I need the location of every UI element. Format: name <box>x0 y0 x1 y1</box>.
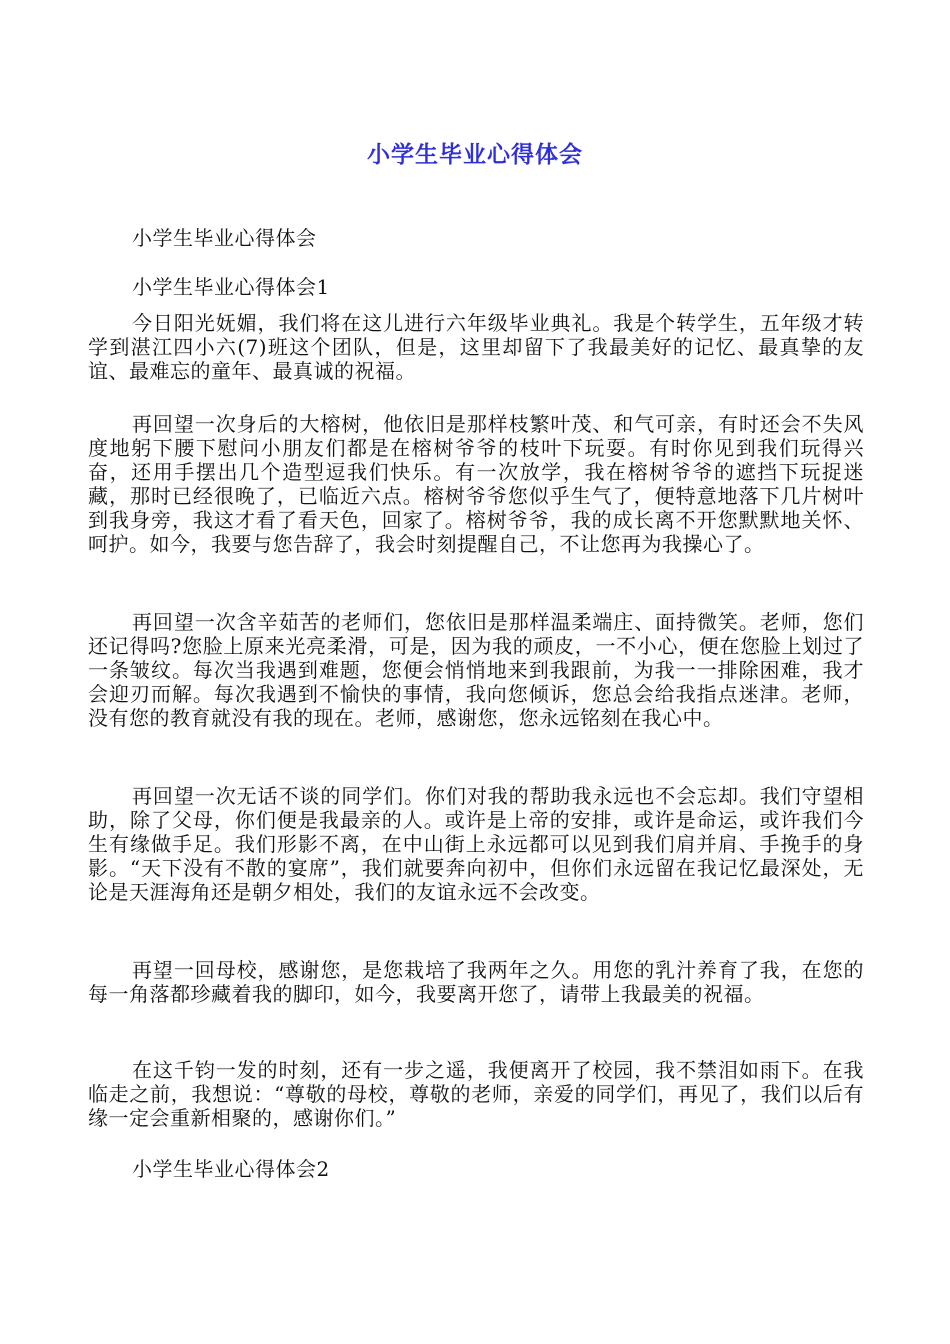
section-heading-2: 小学生毕业心得体会2 <box>132 1157 330 1181</box>
section-heading-1: 小学生毕业心得体会1 <box>132 275 330 299</box>
document-subtitle: 小学生毕业心得体会 <box>132 226 317 250</box>
paragraph-4: 再回望一次无话不谈的同学们。你们对我的帮助我永远也不会忘却。我们守望相助，除了父母，你们便是我最亲的人。或许是上帝的安排，或许是命运，或许我们今生有缘做手足。我们形影不离，在中山街上永远都可以见到我们肩并肩、手挽手的身影。“天下没有不散的宴席”，我们就要奔向初中，但你们永远留在我记忆最深处，无论是天涯海角还是朝夕相处，我们的友谊永远不会改变。 <box>88 784 864 904</box>
paragraph-6: 在这千钧一发的时刻，还有一步之遥，我便离开了校园，我不禁泪如雨下。在我临走之前，我想说：“尊敬的母校，尊敬的老师，亲爱的同学们，再见了，我们以后有缘一定会重新相聚的，感谢你们。” <box>88 1058 864 1130</box>
paragraph-3: 再回望一次含辛茹苦的老师们，您依旧是那样温柔端庄、面持微笑。老师，您们还记得吗?您脸上原来光亮柔滑，可是，因为我的顽皮，一不小心，便在您脸上划过了一条皱纹。每次当我遇到难题，您便会悄悄地来到我跟前，为我一一排除困难，我才会迎刃而解。每次我遇到不愉快的事情，我向您倾诉，您总会给我指点迷津。老师，没有您的教育就没有我的现在。老师，感谢您，您永远铭刻在我心中。 <box>88 610 864 730</box>
document-title: 小学生毕业心得体会 <box>367 142 583 168</box>
paragraph-5: 再望一回母校，感谢您，是您栽培了我两年之久。用您的乳汁养育了我，在您的每一角落都珍藏着我的脚印，如今，我要离开您了，请带上我最美的祝福。 <box>88 958 864 1006</box>
paragraph-1: 今日阳光妩媚，我们将在这儿进行六年级毕业典礼。我是个转学生，五年级才转学到湛江四小六(7)班这个团队，但是，这里却留下了我最美好的记忆、最真挚的友谊、最难忘的童年、最真诚的祝福。 <box>88 311 864 383</box>
paragraph-2: 再回望一次身后的大榕树，他依旧是那样枝繁叶茂、和气可亲，有时还会不失风度地躬下腰下慰问小朋友们都是在榕树爷爷的枝叶下玩耍。有时你见到我们玩得兴奋，还用手摆出几个造型逗我们快乐。有一次放学，我在榕树爷爷的遮挡下玩捉迷藏，那时已经很晚了，已临近六点。榕树爷爷您似乎生气了，便特意地落下几片树叶到我身旁，我这才看了看天色，回家了。榕树爷爷，我的成长离不开您默默地关怀、呵护。如今，我要与您告辞了，我会时刻提醒自己，不让您再为我操心了。 <box>88 412 864 556</box>
